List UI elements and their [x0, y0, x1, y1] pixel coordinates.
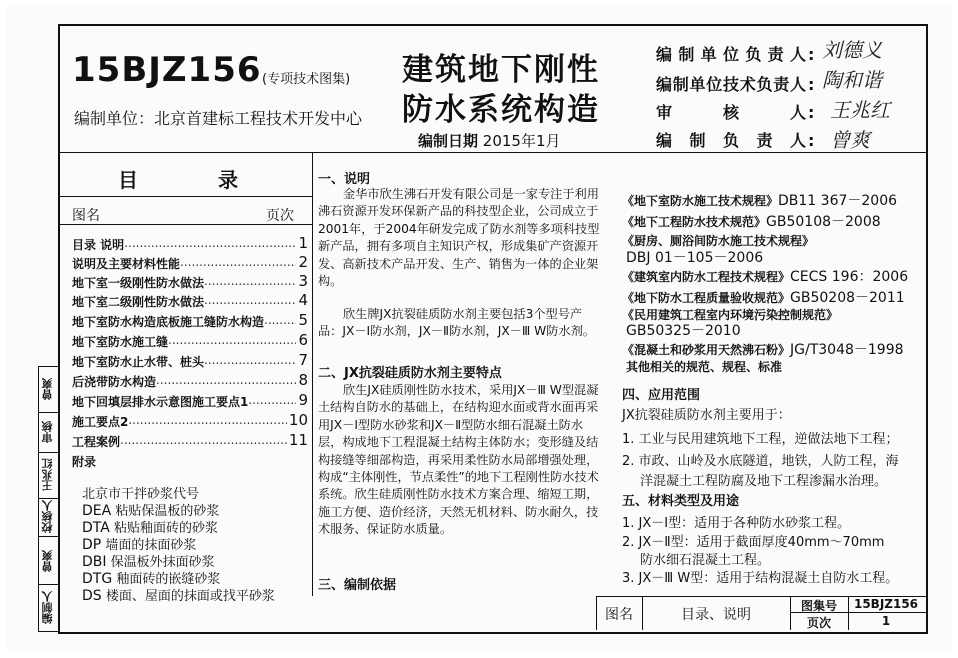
column-divider: [312, 152, 313, 596]
header-divider: [58, 152, 926, 153]
toc-item-page: 3: [298, 274, 308, 290]
signature-label: 审核人: [656, 103, 806, 122]
standard-name: 《厨房、厕浴间防水施工技术规程》: [622, 234, 815, 248]
main-title-line1: 建筑地下刚性: [402, 52, 600, 88]
standard-item: [622, 190, 897, 210]
toc-item-page: 4: [298, 293, 308, 309]
standard-item: [622, 339, 904, 359]
atlas-code: 15BJZ156: [72, 50, 262, 90]
sidebar-label: 审核: [41, 421, 54, 443]
toc-item: [72, 433, 308, 450]
toc-item-label: 地下室防水止水带、桩头: [72, 355, 205, 369]
toc-item-page: 8: [298, 373, 308, 389]
atlas-code-note: (专项技术图集): [262, 72, 351, 87]
standard-name: 《地下室防水施工技术规程》: [622, 194, 779, 208]
list-item: 洋混凝土工程防腐及地下工程渗漏水治理。: [640, 474, 888, 489]
appendix-code: DTA: [82, 520, 110, 536]
toc-item-label: 地下回填层排水示意图施工要点1: [72, 395, 249, 409]
toc-item-page: 9: [298, 393, 308, 409]
title-block-name-value: 目录、说明: [681, 607, 751, 623]
standard-item: [626, 358, 782, 375]
appendix-code: DBI: [82, 554, 107, 570]
appendix-text: 釉面砖的嵌缝砂浆: [116, 572, 221, 587]
toc-item-label: 后浇带防水构造: [72, 375, 157, 389]
compile-date-value: 2015年1月: [482, 132, 561, 150]
toc-item: [72, 373, 308, 390]
toc-item: [72, 333, 308, 350]
title-block-set-value: 15BJZ156: [853, 597, 919, 611]
signature-row: 编制单位技术负责人 :: [656, 72, 814, 95]
appendix-code: DP: [82, 537, 102, 553]
signature-label: 编制负责人: [656, 131, 806, 150]
appendix-text: 北京市干拌砂浆代号: [82, 487, 200, 502]
title-block-name-label: 图名: [605, 607, 633, 623]
compiler-unit: 编制单位：北京首建标工程技术开发中心: [74, 109, 363, 128]
signature-handwriting: 王兆红: [830, 98, 890, 122]
signature-handwriting: 刘德义: [822, 38, 882, 62]
section-heading: 四、应用范围: [622, 388, 701, 403]
title-block-page-label: 页次: [806, 616, 831, 630]
toc-item-page: 11: [288, 433, 308, 449]
toc-title: 目录: [118, 168, 318, 192]
toc-item: [72, 255, 308, 272]
title-block-page-value: 1: [881, 614, 891, 628]
toc-item-label: 地下室一级刚性防水做法: [72, 276, 205, 290]
appendix-text: 粘贴保温板的砂浆: [115, 504, 220, 519]
list-item: 3. JX－Ⅲ W型：适用于结构混凝土自防水工程。: [622, 571, 899, 586]
sidebar-label: 校核人: [41, 500, 54, 534]
section-heading: 三、编制依据: [318, 578, 397, 593]
toc-item-label: 地下室二级刚性防水做法: [72, 295, 205, 309]
sidebar-divider: [38, 452, 58, 453]
appendix-code: DTG: [82, 571, 113, 587]
standard-item: [626, 320, 741, 340]
signature-handwriting: 曾爽: [830, 128, 870, 152]
appendix-text: 保温板外抹面砂浆: [110, 555, 215, 570]
section-heading: 五、材料类型及用途: [622, 494, 740, 509]
paragraph: 金华市欣生沸石开发有限公司是一家专注于利用沸石资源开发环保新产品的科技型企业，公司成立于2001年，于2004年研发完成了防水剂等多项科技型新产品，拥有多项自主知识产权，形成集矿产资源开发、高新技术产品开发、生产、销售为一体的企业架构。: [318, 187, 600, 289]
toc-item-label: 工程案例: [72, 435, 121, 449]
toc-column-page: 页次: [266, 208, 294, 224]
paragraph: 欣生牌JX抗裂硅质防水剂主要包括3个型号产品：JX－Ⅰ防水剂，JX－Ⅱ防水剂，JX－Ⅲ W防水剂。: [318, 307, 595, 339]
sidebar-divider: [38, 584, 58, 585]
appendix-code: DS: [82, 588, 102, 604]
section-heading: 一、说明: [318, 172, 371, 187]
list-item: 1. JX－Ⅰ型：适用于各种防水砂浆工程。: [622, 516, 851, 531]
toc-item: [72, 236, 308, 253]
signature-label: 编制单位负责人: [656, 45, 806, 64]
standard-code: CECS 196：2006: [790, 269, 909, 285]
standard-name: 《地下工程防水技术规范》: [622, 215, 767, 229]
sidebar-divider: [38, 498, 58, 499]
sidebar-label: 王兆红: [41, 458, 54, 492]
toc-item: [72, 353, 308, 370]
appendix-heading: 附录: [72, 455, 97, 469]
list-item: 1. 工业与民用建筑地下工程，逆做法地下工程；: [622, 432, 899, 447]
appendix-text: 墙面的抹面砂浆: [105, 538, 197, 553]
toc-item: [72, 274, 308, 291]
toc-item-page: 1: [298, 236, 308, 252]
toc-item-label: 施工要点2: [72, 415, 129, 429]
signature-label: 编制单位技术负责人: [656, 75, 806, 94]
sidebar-label: 编制人: [41, 591, 54, 625]
toc-item-page: 5: [298, 313, 308, 329]
toc-title-divider: [58, 196, 312, 197]
toc-item-page: 10: [288, 413, 308, 429]
standard-name: 《地下防水工程质量验收规范》: [622, 291, 791, 305]
standard-item: [622, 287, 905, 307]
appendix-item: [82, 585, 275, 604]
standard-name: 《混凝土和砂浆用天然沸石粉》: [622, 343, 791, 357]
standard-code: GB50208－2011: [790, 290, 905, 306]
appendix-text: 粘贴釉面砖的砂浆: [113, 521, 218, 536]
sidebar-divider: [38, 412, 58, 413]
toc-item: [72, 413, 308, 430]
standard-code: GB50325－2010: [626, 323, 741, 339]
standard-item: [626, 247, 763, 267]
appendix-text: 楼面、屋面的抹面或找平砂浆: [105, 589, 275, 604]
paragraph: JX抗裂硅质防水剂主要用于：: [622, 408, 791, 423]
sidebar-label: 曾爽: [41, 378, 54, 400]
standard-name: 《民用建筑工程室内环境污染控制规范》: [622, 308, 839, 322]
paragraph: 欣生JX硅质刚性防水技术，采用JX－Ⅲ W型混凝土结构自防水的基础上，在结构迎水面或背水面再采用JX－Ⅰ型防水砂浆和JX－Ⅱ型防水细石混凝土防水层，构成地下工程混凝土结构主体防水；变形缝及结构接缝等细部构造，再采用柔性防水局部增强处理，构成“主体刚性，节点柔性”的地下工程刚性防水技术系统。欣生硅质刚性防水技术方案合理、缩短工期，施工方便、造价经济，天然无机材料、防水耐久，技术服务、保证防水质量。: [318, 383, 599, 537]
toc-item-label: 目录 说明: [72, 238, 125, 252]
toc-item-label: 地下室防水构造底板施工缝防水构造: [72, 315, 265, 329]
standard-code: JG/T3048－1998: [790, 342, 904, 358]
sidebar-label: 曾爽: [41, 550, 54, 572]
standard-code: DBJ 01－105－2006: [626, 250, 764, 266]
list-item: 2. JX－Ⅱ型：适用于截面厚度40mm～70mm: [622, 535, 885, 550]
signature-handwriting: 陶和谐: [822, 68, 882, 92]
sidebar-divider: [38, 536, 58, 537]
toc-item-page: 6: [298, 333, 308, 349]
toc-column-name: 图名: [72, 208, 100, 224]
standard-name: 《建筑室内防水工程技术规程》: [622, 270, 791, 284]
standard-name: 其他相关的规范、规程、标准: [626, 360, 783, 374]
list-item: 2. 市政、山岭及水底隧道，地铁，人防工程，海: [622, 454, 899, 469]
standard-item: [622, 211, 881, 231]
compile-date-label: 编制日期: [418, 132, 479, 150]
main-title-line2: 防水系统构造: [402, 92, 600, 128]
toc-item: [72, 313, 308, 330]
standard-code: GB50108－2008: [766, 214, 881, 230]
signature-row: 编制负责人 :: [656, 128, 814, 151]
signature-row: 编制单位负责人 :: [656, 42, 814, 65]
section-heading: 二、JX抗裂硅质防水剂主要特点: [318, 366, 502, 381]
toc-item-page: 7: [298, 353, 308, 369]
list-item: 防水细石混凝土工程。: [640, 553, 771, 568]
toc-item: [72, 393, 308, 410]
standard-code: DB11 367－2006: [778, 193, 898, 209]
standard-item: [622, 266, 908, 286]
compile-date: [418, 130, 561, 151]
toc-item-label: 说明及主要材料性能: [72, 257, 181, 271]
toc-item-page: 2: [298, 255, 308, 271]
signature-row: 审核人 :: [656, 100, 814, 123]
title-block-set-label: 图集号: [800, 599, 837, 613]
appendix-code: DEA: [82, 503, 112, 519]
toc-item-label: 地下室防水施工缝: [72, 335, 169, 349]
toc-item: [72, 293, 308, 310]
